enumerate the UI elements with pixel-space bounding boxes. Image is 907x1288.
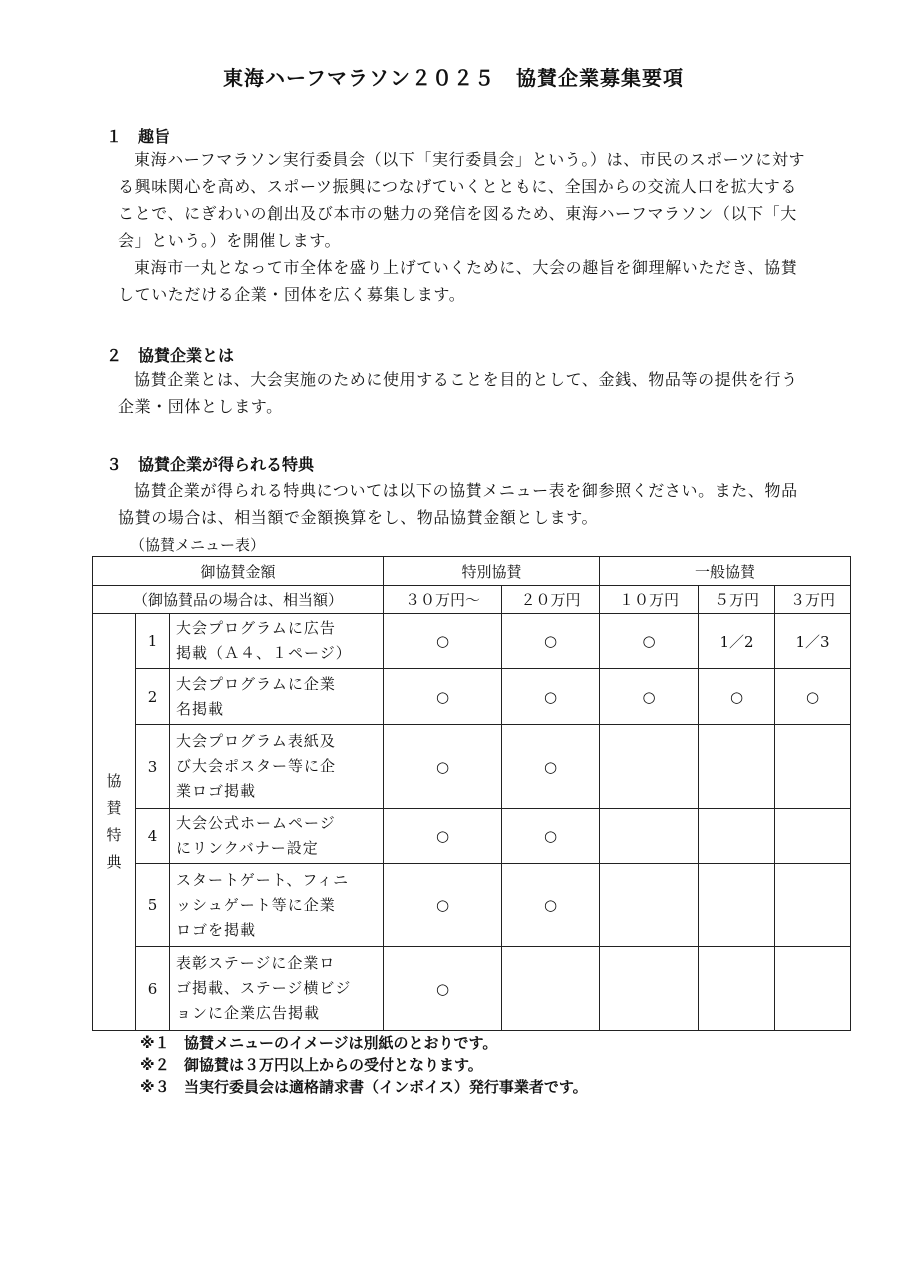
benefit-text: 大会公式ホームページ にリンクバナー設定 (170, 809, 384, 864)
section-1-paragraph-1: 東海ハーフマラソン実行委員会（以下「実行委員会」という。）は、市民のスポーツに対する興味関心を高め、スポーツ振興につなげていくとともに、全国からの交流人口を拡大することで、にぎわいの創出及び本市の魅力の発信を図るため、東海ハーフマラソン（以下「大会」という。）を開催します。 (118, 150, 806, 250)
header-amount-note: （御協賛品の場合は、相当額） (93, 586, 384, 614)
benefit-text: 大会プログラムに広告 掲載（Ａ４、１ページ） (170, 614, 384, 669)
mark-cell (600, 947, 699, 1031)
mark-cell: ○ (699, 669, 775, 725)
footnote-1: ※１ 協賛メニューのイメージは別紙のとおりです。 (140, 1034, 498, 1052)
tier-50k: ５万円 (699, 586, 775, 614)
mark-cell (699, 725, 775, 809)
mark-cell: ○ (600, 669, 699, 725)
section-1-number: １ (106, 127, 123, 146)
mark-cell: ○ (502, 809, 600, 864)
side-label-char: 特 (106, 826, 122, 844)
section-2-title: 協賛企業とは (138, 346, 235, 365)
mark-cell (699, 947, 775, 1031)
mark-cell: ○ (384, 725, 502, 809)
benefit-text: 表彰ステージに企業ロ ゴ掲載、ステージ横ビジ ョンに企業広告掲載 (170, 947, 384, 1031)
row-number: 2 (136, 669, 170, 725)
mark-cell (775, 864, 851, 947)
row-number: 4 (136, 809, 170, 864)
section-1-title: 趣旨 (138, 127, 171, 146)
tier-100k: １０万円 (600, 586, 699, 614)
tier-30k: ３万円 (775, 586, 851, 614)
mark-cell: ○ (384, 864, 502, 947)
sponsor-menu-table (92, 556, 851, 1031)
side-label-char: 協 (106, 772, 122, 790)
table-row (93, 947, 851, 1031)
header-general-sponsor: 一般協賛 (600, 557, 851, 586)
footnote-3: ※３ 当実行委員会は適格請求書（インボイス）発行事業者です。 (140, 1078, 588, 1096)
section-3-number: ３ (106, 455, 123, 474)
section-3-title: 協賛企業が得られる特典 (138, 455, 315, 474)
header-special-sponsor: 特別協賛 (384, 557, 600, 586)
section-1-paragraph-2: 東海市一丸となって市全体を盛り上げていくために、大会の趣旨を御理解いただき、協賛していただける企業・団体を広く募集します。 (118, 258, 798, 304)
table-caption: （協賛メニュー表） (130, 536, 266, 554)
mark-cell: ○ (502, 614, 600, 669)
section-2-heading (106, 343, 234, 366)
mark-cell (600, 864, 699, 947)
mark-cell: ○ (384, 614, 502, 669)
benefit-text: スタートゲート、フィニ ッシュゲート等に企業 ロゴを掲載 (170, 864, 384, 947)
mark-cell: ○ (502, 725, 600, 809)
tier-300k: ３０万円～ (384, 586, 502, 614)
benefits-side-label (93, 614, 136, 1031)
row-number: 6 (136, 947, 170, 1031)
table-row (93, 809, 851, 864)
mark-cell: ○ (502, 669, 600, 725)
row-number: 1 (136, 614, 170, 669)
footnote-2: ※２ 御協賛は３万円以上からの受付となります。 (140, 1056, 483, 1074)
mark-cell (699, 809, 775, 864)
mark-cell: ○ (600, 614, 699, 669)
mark-cell (600, 725, 699, 809)
benefit-text: 大会プログラムに企業 名掲載 (170, 669, 384, 725)
table-row (93, 725, 851, 809)
section-2-paragraph: 協賛企業とは、大会実施のために使用することを目的として、金銭、物品等の提供を行う企業・団体とします。 (118, 370, 798, 416)
table-row (93, 669, 851, 725)
mark-cell: ○ (502, 864, 600, 947)
mark-cell: ○ (384, 669, 502, 725)
row-number: 5 (136, 864, 170, 947)
mark-cell: 1／2 (699, 614, 775, 669)
benefit-text: 大会プログラム表紙及 び大会ポスター等に企 業ロゴ掲載 (170, 725, 384, 809)
section-1-heading (106, 124, 170, 147)
footnotes (140, 1032, 588, 1098)
table-row (93, 864, 851, 947)
mark-cell: 1／3 (775, 614, 851, 669)
section-3-paragraph: 協賛企業が得られる特典については以下の協賛メニュー表を御参照ください。また、物品協賛の場合は、相当額で金額換算をし、物品協賛金額とします。 (118, 481, 798, 527)
row-number: 3 (136, 725, 170, 809)
side-label-char: 賛 (106, 799, 122, 817)
tier-200k: ２０万円 (502, 586, 600, 614)
section-3-heading (106, 452, 314, 475)
mark-cell: ○ (775, 669, 851, 725)
header-amount: 御協賛金額 (93, 557, 384, 586)
mark-cell (600, 809, 699, 864)
mark-cell (775, 809, 851, 864)
mark-cell (775, 725, 851, 809)
mark-cell: ○ (384, 947, 502, 1031)
mark-cell: ○ (384, 809, 502, 864)
document-title: 東海ハーフマラソン２０２５ 協賛企業募集要項 (223, 66, 684, 90)
table-row (93, 614, 851, 669)
mark-cell (699, 864, 775, 947)
section-2-number: ２ (106, 346, 123, 365)
side-label-char: 典 (106, 853, 122, 871)
mark-cell (502, 947, 600, 1031)
mark-cell (775, 947, 851, 1031)
